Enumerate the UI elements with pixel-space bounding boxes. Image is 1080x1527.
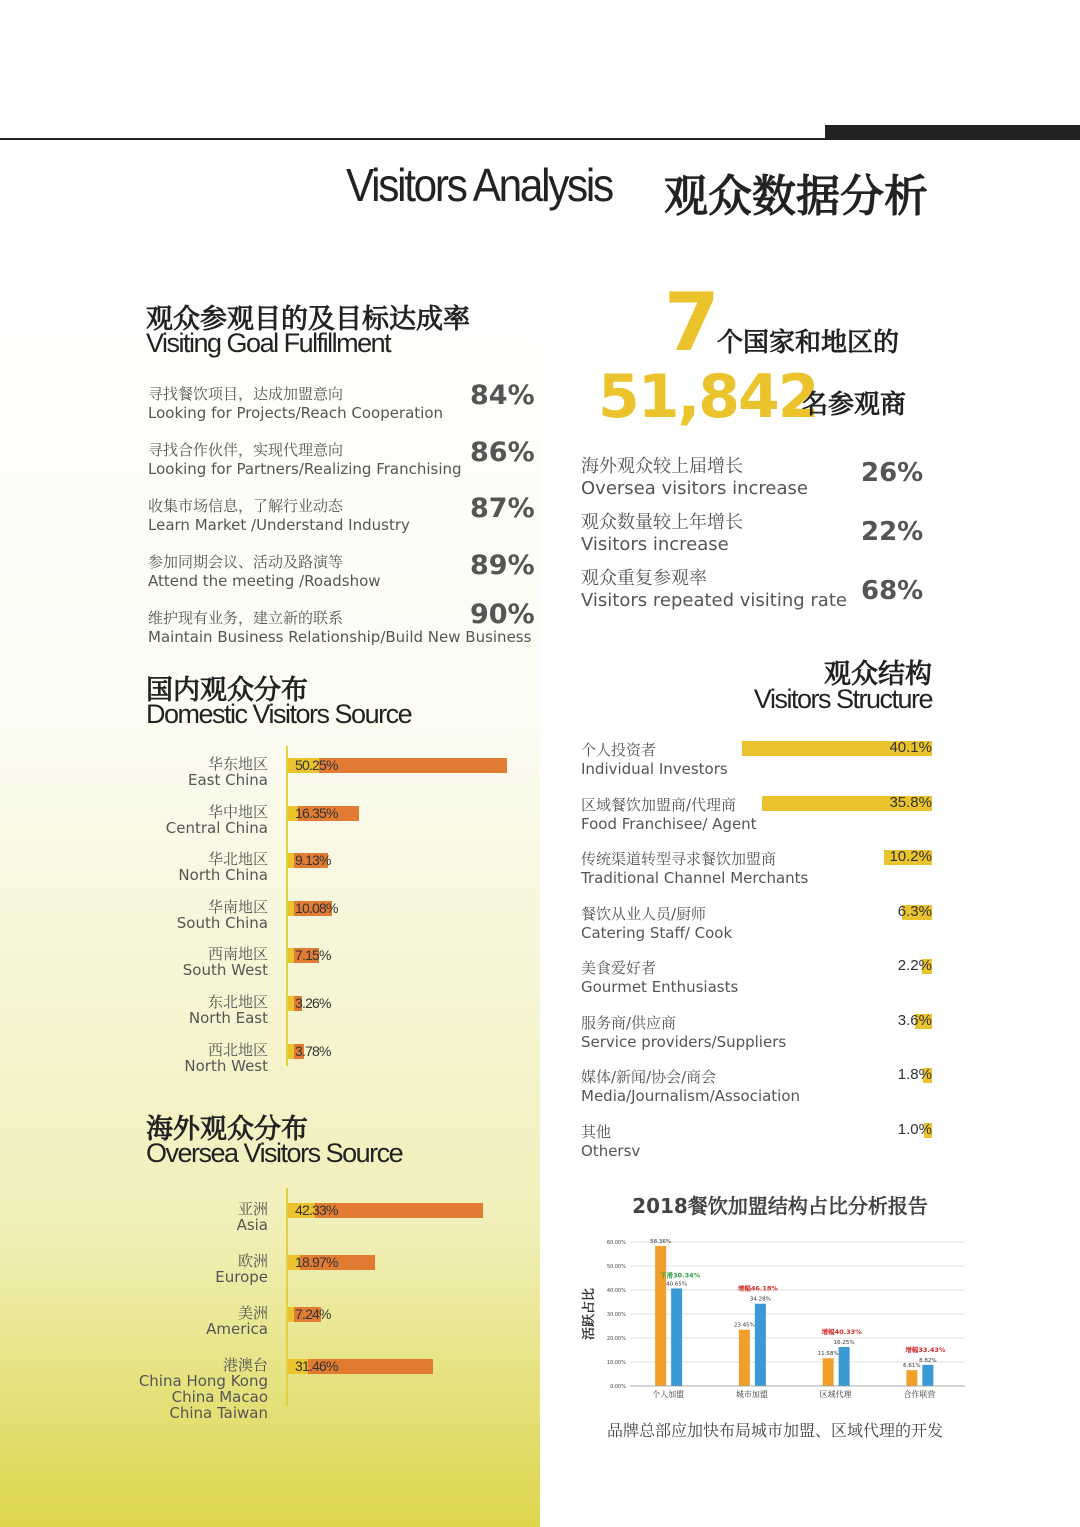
structure-item-zh: 区域餐饮加盟商/代理商 — [581, 795, 737, 814]
region-label-en: America — [206, 1320, 268, 1338]
region-label-zh: 东北地区 — [207, 993, 268, 1011]
stat-zh: 观众重复参观率 — [581, 568, 707, 589]
structure-title-zh: 观众结构 — [824, 659, 932, 690]
chart-bar-value: 58.36% — [650, 1238, 672, 1245]
region-label — [128, 1201, 268, 1233]
chart-annotation: 增幅46.18% — [737, 1284, 778, 1293]
goal-item-en: Attend the meeting /Roadshow — [148, 572, 381, 590]
chart-bar — [922, 1365, 933, 1386]
region-label-zh: 华南地区 — [207, 897, 268, 916]
chart-annotation: 增幅40.33% — [821, 1328, 862, 1336]
chart-x-tick: 城市加盟 — [735, 1390, 768, 1399]
countries-count: 7 — [664, 276, 720, 369]
region-label-en: China Taiwan — [169, 1404, 268, 1422]
region-label — [128, 946, 268, 978]
structure-item-en: Service providers/Suppliers — [581, 1032, 787, 1051]
stat-item — [581, 508, 743, 555]
region-bar-value: 7.15% — [295, 947, 331, 964]
structure-bar-value: 2.2% — [897, 957, 932, 974]
region-label — [128, 1253, 268, 1285]
chart-y-tick: 50.00% — [606, 1264, 626, 1270]
chart-bar — [839, 1347, 850, 1386]
region-bar-value: 3.26% — [295, 995, 331, 1011]
chart-bar — [823, 1358, 834, 1386]
region-bar — [288, 1203, 533, 1218]
goal-item-en: Maintain Business Relationship/Build New Business — [148, 628, 532, 646]
region-label-en: South West — [182, 961, 268, 980]
structure-item-en: Individual Investors — [581, 760, 728, 778]
region-label — [128, 1042, 268, 1074]
goal-item-pct: 87% — [470, 493, 535, 524]
page-title-zh: 观众数据分析 — [664, 171, 928, 222]
region-label — [128, 994, 268, 1026]
stat-zh: 海外观众较上届增长 — [581, 456, 743, 477]
stat-zh: 观众数量较上年增长 — [581, 512, 743, 533]
region-label-zh: 西南地区 — [207, 945, 268, 964]
region-bar-yellow — [288, 901, 294, 916]
region-label-en: China Hong Kong — [138, 1372, 268, 1390]
chart-bar — [906, 1370, 917, 1386]
domestic-title-zh: 国内观众分布 — [146, 675, 308, 706]
page-title-en: Visitors Analysis — [346, 159, 612, 211]
chart-title: 2018餐饮加盟结构占比分析报告 — [632, 1194, 928, 1218]
goal-item-zh: 参加同期会议、活动及路演等 — [148, 553, 344, 571]
structure-item-zh: 传统渠道转型寻求餐饮加盟商 — [581, 850, 777, 868]
region-label — [128, 899, 268, 931]
region-bar — [288, 901, 382, 916]
chart-x-tick: 合作联营 — [903, 1390, 936, 1399]
region-label-en: Europe — [215, 1268, 268, 1286]
chart-x-tick: 区域代理 — [819, 1390, 852, 1399]
structure-bar-value: 3.6% — [897, 1011, 932, 1029]
countries-text: 个国家和地区的 — [717, 328, 900, 358]
region-bar-value: 3.78% — [295, 1042, 331, 1059]
chart-bar-value: 23.45% — [733, 1322, 755, 1329]
region-bar — [288, 996, 352, 1011]
region-label-en: East China — [188, 771, 268, 789]
region-bar — [288, 1359, 483, 1374]
structure-item — [581, 739, 728, 778]
structure-item — [581, 957, 738, 996]
region-label-en: North East — [188, 1009, 268, 1027]
chart-bar — [655, 1246, 666, 1386]
goal-item-pct: 89% — [470, 550, 535, 581]
chart-y-tick: 60.00% — [606, 1240, 626, 1246]
chart-bar — [755, 1304, 766, 1386]
stat-en: Visitors repeated visiting rate — [581, 590, 847, 611]
goal-item-zh: 维护现有业务，建立新的联系 — [148, 609, 344, 627]
goal-item — [148, 439, 462, 478]
visitors-count: 51,842 — [598, 362, 818, 432]
chart-y-tick: 0.00% — [610, 1384, 626, 1390]
region-bar-yellow — [288, 853, 294, 868]
region-label-en: North China — [178, 866, 268, 885]
region-bar-value: 18.97% — [295, 1254, 338, 1270]
structure-bar-value: 6.3% — [897, 902, 932, 920]
goal-item-zh: 收集市场信息，了解行业动态 — [148, 497, 344, 515]
region-bar — [288, 1044, 354, 1059]
goal-item-zh: 寻找合作伙伴，实现代理意向 — [148, 441, 344, 459]
structure-item-en: Food Franchisee/ Agent — [581, 814, 757, 833]
region-label-en: Central China — [165, 818, 268, 837]
domestic-title-en: Domestic Visitors Source — [146, 699, 412, 729]
region-label-zh: 美洲 — [237, 1304, 268, 1322]
goal-item-en: Looking for Partners/Realizing Franchising — [148, 460, 462, 478]
chart-bar-value: 8.82% — [919, 1357, 937, 1364]
structure-item — [581, 1066, 800, 1105]
region-label-en: China Macao — [171, 1388, 268, 1406]
goal-item-pct: 90% — [470, 599, 535, 630]
chart-bar-value: 34.28% — [749, 1296, 771, 1303]
region-bar-yellow — [288, 1044, 294, 1059]
chart-x-tick: 个人加盟 — [652, 1390, 685, 1399]
oversea-title-zh: 海外观众分布 — [146, 1114, 308, 1145]
structure-bar-value: 10.2% — [889, 848, 932, 865]
stat-pct: 26% — [861, 458, 924, 488]
region-bar — [288, 853, 378, 868]
region-label-zh: 亚洲 — [237, 1200, 268, 1218]
stat-pct: 68% — [861, 576, 924, 606]
region-label-zh: 西北地区 — [207, 1040, 268, 1059]
stat-en: Visitors increase — [581, 534, 729, 555]
chart-bar-value: 6.61% — [903, 1363, 921, 1370]
region-bar-value: 50.25% — [295, 757, 338, 773]
goal-item-en: Learn Market /Understand Industry — [148, 516, 410, 534]
chart-bar-value: 11.58% — [817, 1351, 839, 1358]
chart-bar — [739, 1330, 750, 1386]
region-label-zh: 港澳台 — [222, 1356, 268, 1374]
structure-item-en: Othersv — [581, 1141, 641, 1160]
chart-caption: 品牌总部应加快布局城市加盟、区域代理的开发 — [606, 1421, 943, 1440]
structure-bar-value: 1.0% — [897, 1120, 932, 1138]
structure-item-zh: 餐饮从业人员/厨师 — [581, 904, 707, 923]
chart-bar-value: 40.65% — [666, 1281, 688, 1288]
region-label-zh: 华中地区 — [207, 802, 268, 821]
region-bar-value: 42.33% — [295, 1202, 338, 1218]
region-label-en: South China — [176, 913, 268, 932]
region-bar-value: 10.08% — [295, 899, 338, 916]
structure-item — [581, 1012, 786, 1051]
region-label-en: North West — [184, 1056, 268, 1075]
structure-item — [581, 1121, 640, 1160]
top-block — [825, 125, 1080, 140]
goal-title-zh: 观众参观目的及目标达成率 — [146, 304, 470, 335]
region-label-zh: 欧洲 — [237, 1252, 268, 1270]
goal-title-en: Visiting Goal Fulfillment — [146, 328, 391, 358]
visitors-text: 名参观商 — [802, 390, 907, 420]
franchise-chart — [575, 1228, 975, 1406]
region-label — [128, 851, 268, 883]
structure-title-en: Visitors Structure — [753, 684, 932, 714]
structure-item-en: Media/Journalism/Association — [581, 1087, 801, 1105]
chart-y-label: 活跃占比 — [582, 1287, 597, 1341]
region-label-zh: 华东地区 — [207, 755, 268, 773]
structure-item-zh: 媒体/新闻/协会/商会 — [581, 1068, 717, 1086]
goal-item-pct: 86% — [470, 437, 535, 468]
region-bar-value: 7.24% — [295, 1306, 331, 1322]
stat-item — [581, 564, 847, 611]
structure-bar-value: 1.8% — [897, 1066, 932, 1083]
chart-annotation: 下滑30.34% — [660, 1271, 701, 1280]
region-bar-yellow — [288, 948, 294, 963]
region-label — [128, 756, 268, 788]
stat-pct: 22% — [861, 517, 924, 547]
structure-item-zh: 其他 — [581, 1122, 612, 1141]
region-bar-value: 9.13% — [295, 852, 331, 869]
region-bar-value: 16.35% — [295, 804, 338, 821]
chart-y-tick: 30.00% — [606, 1312, 626, 1318]
region-bar — [288, 1307, 371, 1322]
goal-item — [148, 383, 443, 422]
chart-y-tick: 20.00% — [606, 1336, 626, 1342]
chart-annotation: 增幅33.43% — [905, 1345, 946, 1354]
region-label — [128, 1357, 268, 1421]
region-bar-yellow — [288, 996, 294, 1011]
chart-bar — [671, 1288, 682, 1386]
structure-item-en: Catering Staff/ Cook — [581, 923, 733, 942]
region-bar — [288, 1255, 425, 1270]
goal-item-zh: 寻找餐饮项目，达成加盟意向 — [148, 385, 344, 403]
goal-item-en: Looking for Projects/Reach Cooperation — [148, 404, 444, 422]
structure-item — [581, 794, 757, 833]
region-label-zh: 华北地区 — [207, 850, 268, 869]
structure-item — [581, 848, 808, 887]
goal-item-pct: 84% — [470, 380, 535, 411]
structure-item-zh: 服务商/供应商 — [581, 1013, 677, 1032]
oversea-title-en: Oversea Visitors Source — [146, 1138, 403, 1168]
structure-item-zh: 个人投资者 — [581, 741, 657, 759]
region-bar-yellow — [288, 1307, 294, 1322]
structure-item — [581, 903, 732, 942]
stat-item — [581, 452, 808, 499]
region-bar — [288, 758, 557, 773]
structure-bar-value: 35.8% — [889, 793, 932, 811]
chart-bar-value: 16.25% — [833, 1340, 855, 1346]
region-bar — [288, 806, 409, 821]
left-panel-background — [0, 164, 540, 1527]
stat-en: Oversea visitors increase — [581, 478, 808, 499]
region-label — [128, 1305, 268, 1337]
goal-item — [148, 551, 381, 590]
goal-item — [148, 495, 410, 534]
region-bar-value: 31.46% — [295, 1358, 338, 1374]
structure-bar-value: 40.1% — [889, 739, 932, 756]
region-label-en: Asia — [236, 1216, 268, 1234]
chart-y-tick: 40.00% — [606, 1288, 626, 1294]
chart-y-tick: 10.00% — [606, 1360, 626, 1366]
structure-item-en: Gourmet Enthusiasts — [581, 978, 739, 996]
region-label — [128, 804, 268, 836]
region-bar — [288, 948, 369, 963]
structure-item-zh: 美食爱好者 — [581, 959, 657, 977]
structure-item-en: Traditional Channel Merchants — [581, 869, 809, 887]
